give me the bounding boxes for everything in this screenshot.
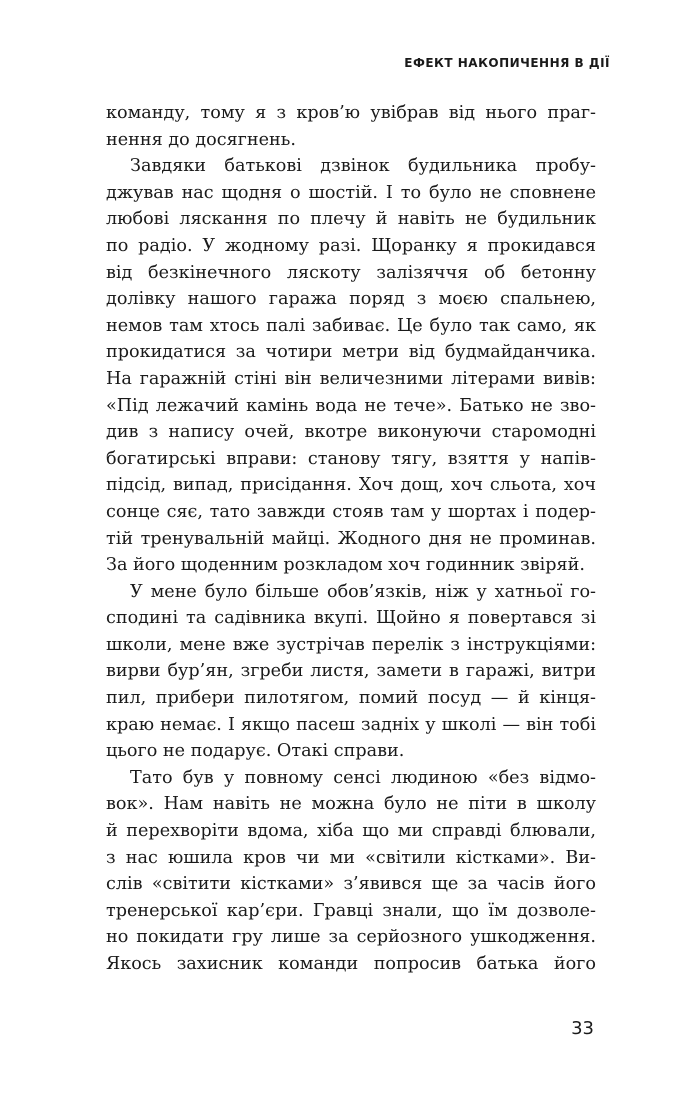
text-line: див з напису очей, вкотре виконуючи старомодні (106, 422, 596, 443)
text-line: сподині та садівника вкупі. Щойно я повертався зі (106, 608, 596, 629)
page-number: 33 (571, 1018, 594, 1039)
text-line: прокидатися за чотири метри від будмайданчика. (106, 342, 596, 363)
text-line: немов там хтось палі забиває. Це було так само, як (106, 315, 596, 336)
text-line: джував нас щодня о шостій. І то було не сповнене (106, 182, 596, 203)
text-line: богатирські вправи: станову тягу, взяття у напів- (106, 448, 596, 469)
body-text (106, 100, 596, 978)
text-line: Завдяки батькові дзвінок будильника пробу- (130, 156, 596, 177)
text-line: У мене було більше обов’язків, ніж у хатньої го- (130, 581, 596, 602)
text-line: тій тренувальній майці. Жодного дня не проминав. (106, 528, 596, 549)
text-line: нення до досягнень. (106, 129, 296, 150)
running-head: ЕФЕКТ НАКОПИЧЕННЯ В ДІЇ (404, 56, 610, 70)
text-line: любові ляскання по плечу й навіть не будильник (106, 209, 596, 230)
text-line: команду, тому я з кров’ю увібрав від нього праг- (106, 103, 596, 123)
text-line: від безкінечного ляскоту залізяччя об бетонну (106, 262, 596, 283)
text-line: Тато був у повному сенсі людиною «без відмо- (130, 767, 596, 788)
text-line: підсід, випад, присідання. Хоч дощ, хоч сльота, хоч (106, 475, 596, 496)
text-line: За його щоденним розкладом хоч годинник звіряй. (106, 555, 585, 576)
text-line: долівку нашого гаража поряд з моєю спальнею, (106, 289, 596, 310)
text-line: з нас юшила кров чи ми «світили кістками». Ви- (106, 847, 596, 868)
text-line: вирви бур’ян, згреби листя, замети в гаражі, витри (106, 661, 596, 682)
text-line: й перехворіти вдома, хіба що ми справді блювали, (106, 821, 596, 842)
text-line: по радіо. У жодному разі. Щоранку я прокидався (106, 235, 596, 256)
text-line: вок». Нам навіть не можна було не піти в школу (106, 794, 596, 815)
text-line: «Під лежачий камінь вода не тече». Батько не зво- (106, 395, 596, 416)
text-line: но покидати гру лише за серйозного ушкодження. (106, 927, 596, 948)
text-line: На гаражній стіні він величезними літерами вивів: (106, 368, 596, 389)
text-line: краю немає. І якщо пасеш задніх у школі — він тобі (106, 714, 596, 735)
text-line: цього не подарує. Отакі справи. (106, 741, 405, 762)
text-line: пил, прибери пилотягом, помий посуд — й кінця- (106, 688, 596, 709)
text-line: сонце сяє, тато завжди стояв там у шортах і подер- (106, 501, 596, 522)
text-line: слів «світити кістками» з’явився ще за часів його (106, 874, 596, 895)
text-line: Якось захисник команди попросив батька його (106, 954, 596, 974)
text-line: тренерської кар’єри. Гравці знали, що їм дозволе- (106, 900, 596, 921)
text-line: школи, мене вже зустрічав перелік з інструкціями: (106, 634, 596, 655)
